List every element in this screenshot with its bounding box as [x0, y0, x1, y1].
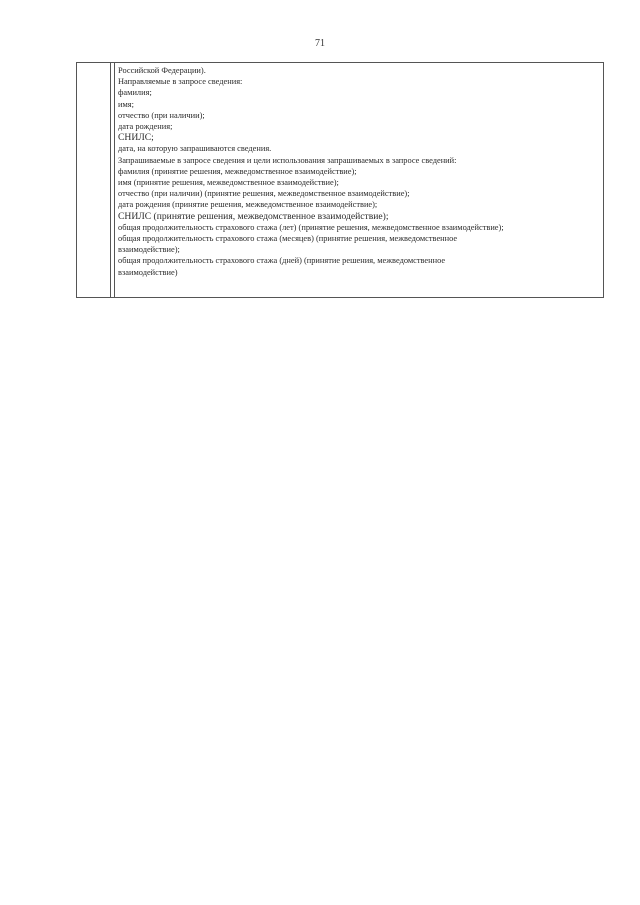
text-line: дата, на которую запрашиваются сведения.: [118, 144, 272, 154]
text-line: Направляемые в запросе сведения:: [118, 77, 243, 87]
page-number: 71: [315, 38, 325, 49]
text-line: общая продолжительность страхового стажа (лет) (принятие решения, межведомственное взаимодействие);: [118, 222, 504, 232]
text-line: СНИЛС;: [118, 132, 154, 144]
column-divider: [114, 63, 115, 297]
text-line: взаимодействие);: [118, 245, 180, 255]
text-line: фамилия;: [118, 88, 152, 98]
text-line: СНИЛС (принятие решения, межведомственное взаимодействие);: [118, 210, 389, 222]
text-line: отчество (при наличии);: [118, 110, 205, 120]
document-table: [76, 62, 604, 298]
text-line: взаимодействие): [118, 267, 178, 277]
table-cell-content: [118, 65, 599, 278]
text-line: Запрашиваемые в запросе сведения и цели использования запрашиваемых в запросе сведений:: [118, 155, 457, 165]
text-line: имя;: [118, 99, 134, 109]
text-line: Российской Федерации).: [118, 66, 206, 75]
text-line: общая продолжительность страхового стажа (месяцев) (принятие решения, межведомственное: [118, 234, 458, 244]
column-divider: [110, 63, 111, 297]
text-line: отчество (при наличии) (принятие решения, межведомственное взаимодействие);: [118, 189, 410, 199]
text-line: общая продолжительность страхового стажа (дней) (принятие решения, межведомственное: [118, 256, 446, 266]
text-line: дата рождения;: [118, 122, 173, 132]
text-line: имя (принятие решения, межведомственное взаимодействие);: [118, 178, 339, 188]
text-line: дата рождения (принятие решения, межведомственное взаимодействие);: [118, 200, 378, 210]
text-line: фамилия (принятие решения, межведомственное взаимодействие);: [118, 166, 357, 176]
